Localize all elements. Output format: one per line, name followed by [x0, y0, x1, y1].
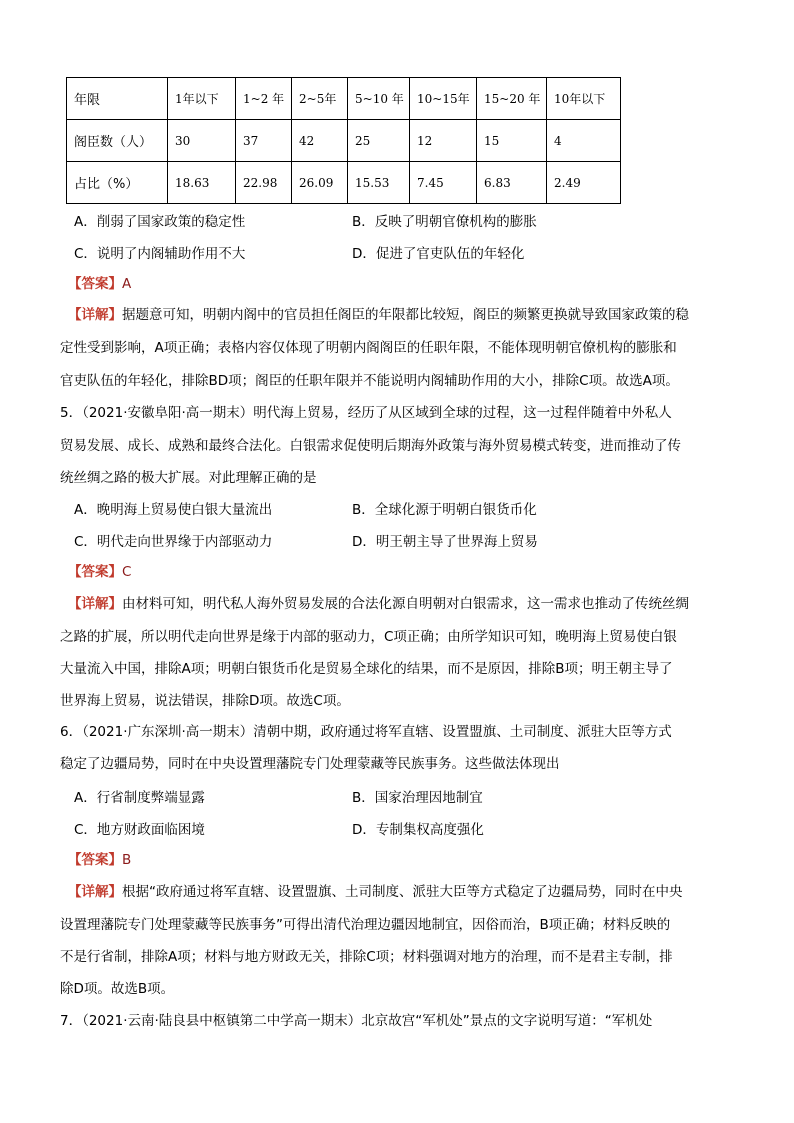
table-cell: 12	[410, 120, 477, 162]
table-cell: 1~2 年	[236, 78, 292, 120]
answer-tag: 【答案】	[68, 276, 122, 292]
table-cell: 22.98	[236, 162, 292, 204]
q6-option-c: C．地方财政面临困境	[74, 822, 205, 838]
table-cell: 30	[168, 120, 236, 162]
q5-detail-line	[68, 594, 736, 614]
table-cell: 阁臣数（人）	[67, 120, 168, 162]
q5-detail-line: 大量流入中国，排除A项；明朝白银货币化是贸易全球化的结果，而不是原因，排除B项；明王朝主导了	[60, 661, 673, 677]
table-cell: 10~15年	[410, 78, 477, 120]
answer-value: A	[122, 276, 132, 292]
q7-stem-line: 7．（2021·云南·陆良县中枢镇第二中学高一期末）北京故宫“军机处”景点的文字说明写道：“军机处	[60, 1013, 653, 1029]
q6-detail-line: 除D项。故选B项。	[60, 981, 175, 997]
q5-option-d: D．明王朝主导了世界海上贸易	[352, 534, 538, 550]
table-cell: 1年以下	[168, 78, 236, 120]
q5-stem-line: 5．（2021·安徽阜阳·高一期末）明代海上贸易，经历了从区域到全球的过程，这一过程伴随着中外私人	[60, 405, 672, 421]
detail-text: 由材料可知，明代私人海外贸易发展的合法化源自明朝对白银需求，这一需求也推动了传统丝绸	[122, 596, 689, 612]
q5-detail-line: 之路的扩展，所以明代走向世界是缘于内部的驱动力，C项正确；由所学知识可知，晚明海上贸易使白银	[60, 629, 677, 645]
q5-option-b: B．全球化源于明朝白银货币化	[352, 502, 537, 518]
q5-answer	[68, 562, 131, 582]
q5-stem-line: 统丝绸之路的极大扩展。对此理解正确的是	[60, 470, 317, 486]
q5-options-row-1	[74, 498, 734, 518]
table-row	[67, 162, 621, 204]
answer-value: C	[122, 564, 132, 580]
q6-stem-line: 6．（2021·广东深圳·高一期末）清朝中期，政府通过将军直辖、设置盟旗、土司制度、派驻大臣等方式	[60, 724, 672, 740]
detail-tag: 【详解】	[68, 307, 122, 323]
detail-text: 据题意可知，明朝内阁中的官员担任阁臣的年限都比较短，阁臣的频繁更换就导致国家政策的稳	[122, 307, 689, 323]
table-cell: 25	[348, 120, 410, 162]
q6-options-row-2	[74, 818, 734, 838]
q5-option-a: A．晚明海上贸易使白银大量流出	[74, 502, 273, 518]
detail-tag: 【详解】	[68, 884, 122, 900]
table-cell: 2.49	[547, 162, 621, 204]
q6-option-b: B．国家治理因地制宜	[352, 790, 483, 806]
q6-options-row-1	[74, 786, 734, 806]
q4-answer	[68, 274, 131, 294]
q4-detail-line: 定性受到影响，A项正确；表格内容仅体现了明朝内阁阁臣的任职年限，不能体现明朝官僚机构的膨胀和	[60, 340, 677, 356]
detail-text: 根据“政府通过将军直辖、设置盟旗、土司制度、派驻大臣等方式稳定了边疆局势，同时在中央	[122, 884, 683, 900]
answer-value: B	[122, 852, 132, 868]
detail-tag: 【详解】	[68, 596, 122, 612]
table-cell: 15.53	[348, 162, 410, 204]
table-cell: 10年以下	[547, 78, 621, 120]
q6-answer	[68, 850, 131, 870]
q6-detail-line	[68, 882, 736, 902]
q4-options-row-2	[74, 242, 734, 262]
answer-tag: 【答案】	[68, 564, 122, 580]
table-row	[67, 78, 621, 120]
q4-option-b: B．反映了明朝官僚机构的膨胀	[352, 214, 537, 230]
q6-stem-line: 稳定了边疆局势，同时在中央设置理藩院专门处理蒙藏等民族事务。这些做法体现出	[60, 756, 560, 772]
q5-option-c: C．明代走向世界缘于内部驱动力	[74, 534, 273, 550]
table-row	[67, 120, 621, 162]
q5-detail-line: 世界海上贸易，说法错误，排除D项。故选C项。	[60, 693, 350, 709]
table-cell: 26.09	[292, 162, 348, 204]
q6-detail-line: 不是行省制，排除A项；材料与地方财政无关，排除C项；材料强调对地方的治理，而不是君主专制，排	[60, 949, 673, 965]
q5-options-row-2	[74, 530, 734, 550]
table-cell: 占比（%）	[67, 162, 168, 204]
answer-tag: 【答案】	[68, 852, 122, 868]
cabinet-tenure-table	[66, 77, 621, 204]
table-cell: 15~20 年	[477, 78, 547, 120]
table-cell: 6.83	[477, 162, 547, 204]
table-cell: 年限	[67, 78, 168, 120]
q6-detail-line: 设置理藩院专门处理蒙藏等民族事务”可得出清代治理边疆因地制宜，因俗而治，B项正确；材料反映的	[60, 917, 671, 933]
q4-option-a: A．削弱了国家政策的稳定性	[74, 214, 246, 230]
table-cell: 2~5年	[292, 78, 348, 120]
q4-options-row-1	[74, 210, 734, 230]
q5-stem-line: 贸易发展、成长、成熟和最终合法化。白银需求促使明后期海外政策与海外贸易模式转变，进而推动了传	[60, 438, 681, 454]
table-cell: 15	[477, 120, 547, 162]
table-cell: 42	[292, 120, 348, 162]
q4-option-c: C．说明了内阁辅助作用不大	[74, 246, 246, 262]
q4-detail-line: 官吏队伍的年轻化，排除BD项；阁臣的任职年限并不能说明内阁辅助作用的大小，排除C项。故选A项。	[60, 373, 679, 389]
q6-option-a: A．行省制度弊端显露	[74, 790, 205, 806]
table-cell: 4	[547, 120, 621, 162]
table-cell: 18.63	[168, 162, 236, 204]
table-cell: 37	[236, 120, 292, 162]
table-cell: 5~10 年	[348, 78, 410, 120]
q6-option-d: D．专制集权高度强化	[352, 822, 484, 838]
q4-detail-line	[68, 305, 736, 325]
table-cell: 7.45	[410, 162, 477, 204]
q4-option-d: D．促进了官吏队伍的年轻化	[352, 246, 525, 262]
